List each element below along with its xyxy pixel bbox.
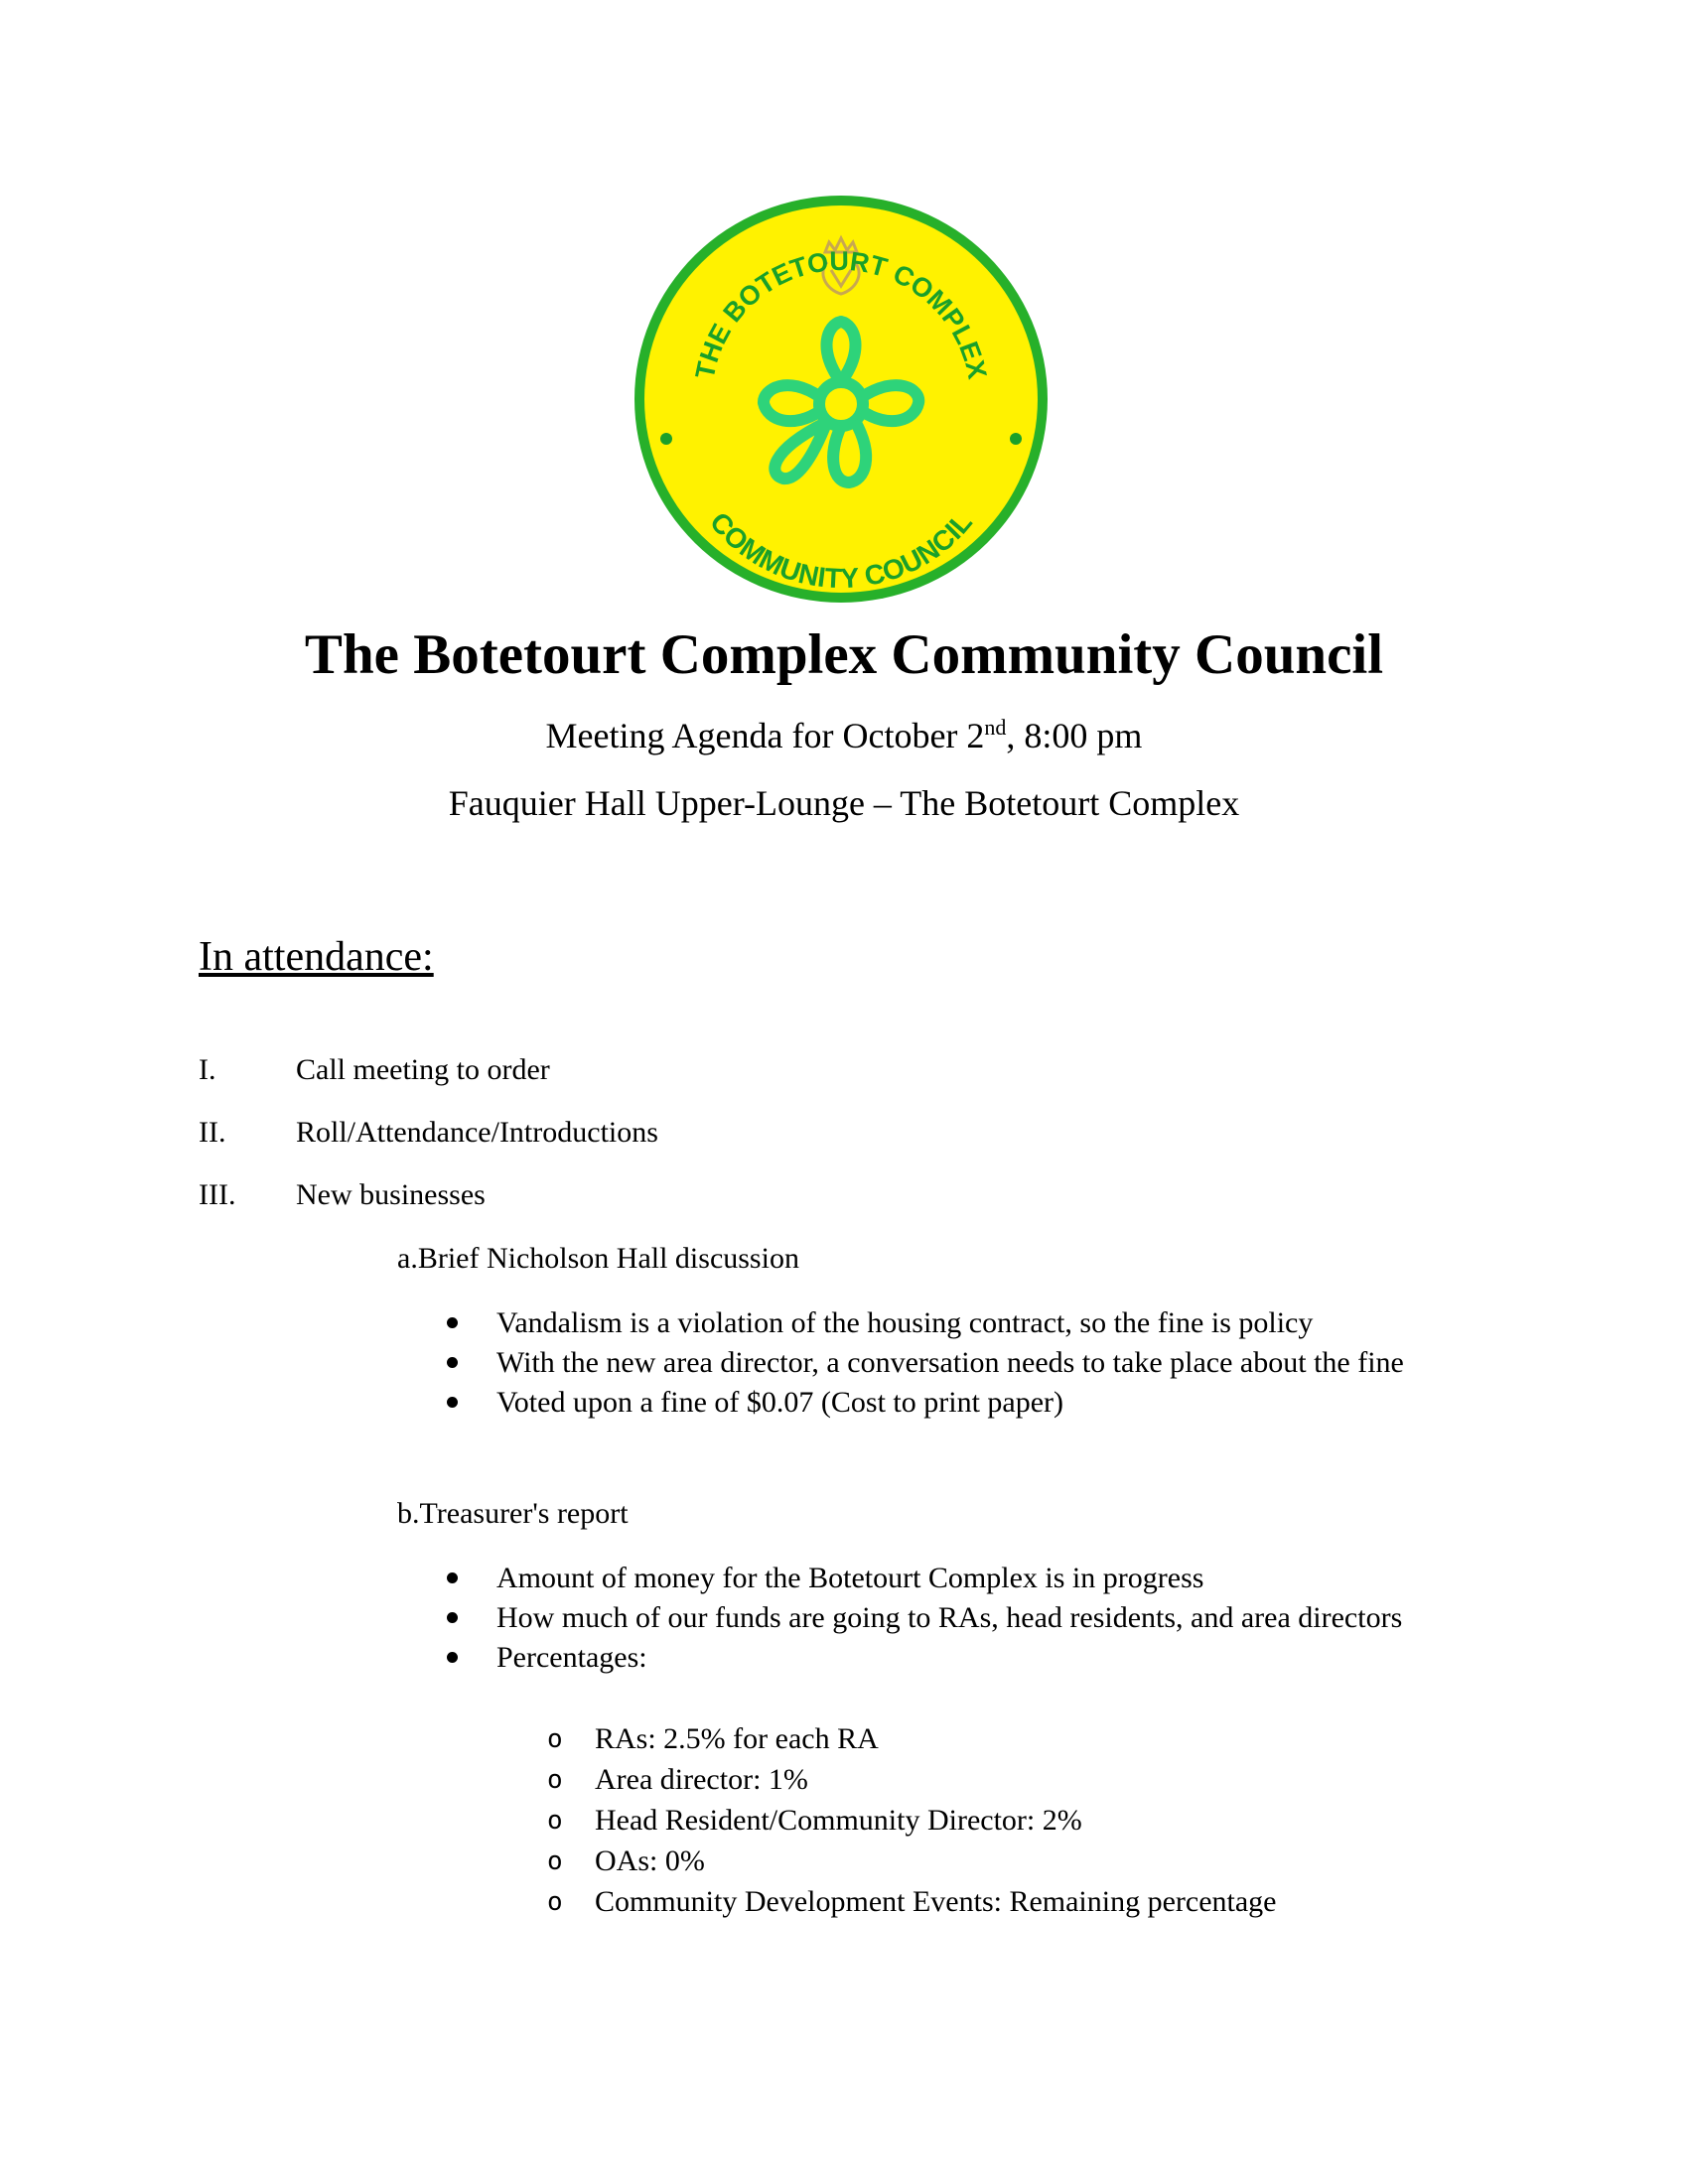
meeting-location: Fauquier Hall Upper-Lounge – The Botetourt Complex <box>448 783 1240 823</box>
logo-dot-left <box>660 433 672 445</box>
percentages-sublist <box>547 1719 1441 1923</box>
section-a-heading: a.Brief Nicholson Hall discussion <box>397 1242 799 1275</box>
meeting-date-line <box>0 713 1688 758</box>
list-item: Vandalism is a violation of the housing contract, so the fine is policy <box>447 1303 1479 1343</box>
section-b-heading: b.Treasurer's report <box>397 1497 629 1530</box>
list-item: Percentages: <box>447 1638 1479 1678</box>
hollow-bullet-icon: o <box>547 1887 563 1917</box>
attendance-heading: In attendance: <box>199 934 434 980</box>
agenda-date-text: Meeting Agenda for October 2 <box>545 716 985 755</box>
date-ordinal-suffix: nd <box>984 715 1007 740</box>
bullet-dot-icon <box>447 1572 458 1583</box>
list-item: o Area director: 1% <box>547 1760 1441 1801</box>
agenda-item-number: I. <box>199 1053 216 1086</box>
list-item: With the new area director, a conversation needs to take place about the fine <box>447 1343 1479 1383</box>
section-b-bullets <box>447 1559 1479 1678</box>
agenda-item-number: III. <box>199 1178 236 1211</box>
section-a-bullets <box>447 1303 1479 1423</box>
agenda-item <box>199 1175 1489 1215</box>
agenda-item-text: Roll/Attendance/Introductions <box>296 1116 658 1149</box>
hollow-bullet-icon: o <box>547 1846 563 1876</box>
list-item: o RAs: 2.5% for each RA <box>547 1719 1441 1760</box>
hollow-bullet-icon: o <box>547 1806 563 1836</box>
agenda-time-text: , 8:00 pm <box>1006 716 1143 755</box>
list-item: How much of our funds are going to RAs, head residents, and area directors <box>447 1598 1479 1638</box>
agenda-item-text: New businesses <box>296 1178 486 1211</box>
logo-bottom-text: COMMUNITY COUNCIL <box>703 506 978 595</box>
agenda-item <box>199 1050 1489 1090</box>
bullet-dot-icon <box>447 1317 458 1328</box>
bullet-dot-icon <box>447 1397 458 1408</box>
bullet-dot-icon <box>447 1357 458 1368</box>
list-item: o OAs: 0% <box>547 1842 1441 1882</box>
agenda-item <box>199 1113 1489 1153</box>
agenda-item-number: II. <box>199 1116 226 1149</box>
council-logo <box>629 191 1054 608</box>
agenda-item-text: Call meeting to order <box>296 1053 550 1086</box>
bullet-dot-icon <box>447 1652 458 1663</box>
logo-top-text: THE BOTETOURT COMPLEX <box>689 245 993 382</box>
page-title: The Botetourt Complex Community Council <box>304 623 1384 686</box>
list-item: o Community Development Events: Remaining percentage <box>547 1882 1441 1923</box>
hollow-bullet-icon: o <box>547 1765 563 1795</box>
hollow-bullet-icon: o <box>547 1724 563 1754</box>
logo-dot-right <box>1010 433 1022 445</box>
bullet-dot-icon <box>447 1612 458 1623</box>
list-item: o Head Resident/Community Director: 2% <box>547 1801 1441 1842</box>
list-item: Amount of money for the Botetourt Complex is in progress <box>447 1559 1479 1598</box>
list-item: Voted upon a fine of $0.07 (Cost to print paper) <box>447 1383 1479 1423</box>
